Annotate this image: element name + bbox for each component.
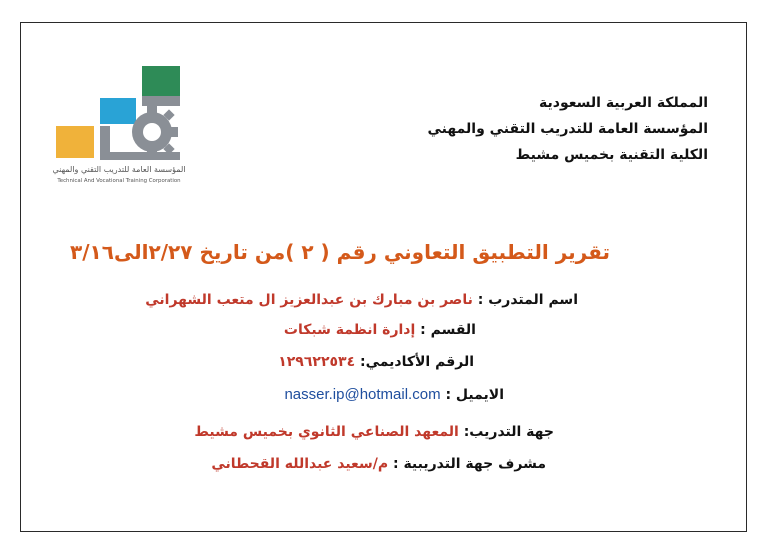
department-row — [284, 322, 476, 338]
institution-header — [408, 90, 708, 168]
supervisor-row — [211, 456, 546, 472]
kingdom-line: المملكة العربية السعودية — [539, 95, 708, 111]
college-line: الكلية التقنية بخميس مشيط — [515, 147, 708, 163]
logo-caption-english: Technical And Vocational Training Corporation — [57, 178, 181, 184]
report-title: تقرير التطبيق التعاوني رقم ( ٢ )من تاريخ ٢/٢٧الى٣/١٦ — [70, 240, 610, 264]
email-row — [284, 386, 504, 403]
training-place-value: المعهد الصناعي الثانوي بخميس مشيط — [194, 424, 459, 440]
department-value: إدارة انظمة شبكات — [283, 322, 416, 338]
department-label: القسم : — [420, 322, 476, 338]
gear-icon — [132, 106, 178, 158]
logo-blue-square — [100, 98, 136, 124]
trainee-value: ناصر بن مبارك بن عبدالعزيز ال متعب الشهراني — [145, 292, 473, 308]
logo-green-square — [142, 66, 180, 96]
corporation-line: المؤسسة العامة للتدريب التقني والمهني — [427, 121, 708, 137]
email-value[interactable]: nasser.ip@hotmail.com — [284, 386, 441, 403]
trainee-name-row — [145, 292, 578, 308]
training-place-row — [194, 424, 554, 440]
logo-yellow-square — [56, 126, 94, 158]
academic-id-label: الرقم الأكاديمي: — [360, 354, 474, 370]
tvtc-logo — [34, 66, 204, 186]
logo-caption-arabic: المؤسسة العامة للتدريب التقني والمهني — [52, 165, 186, 174]
training-place-label: جهة التدريب: — [463, 424, 554, 440]
trainee-label: اسم المتدرب : — [477, 292, 578, 308]
supervisor-value: م/سعيد عبدالله القحطاني — [211, 456, 389, 472]
email-label: الايميل : — [445, 387, 504, 403]
academic-id-row — [278, 354, 474, 370]
academic-id-value: ١٢٩٦٢٢٥٣٤ — [278, 354, 356, 370]
supervisor-label: مشرف جهة التدريبية : — [392, 456, 546, 472]
